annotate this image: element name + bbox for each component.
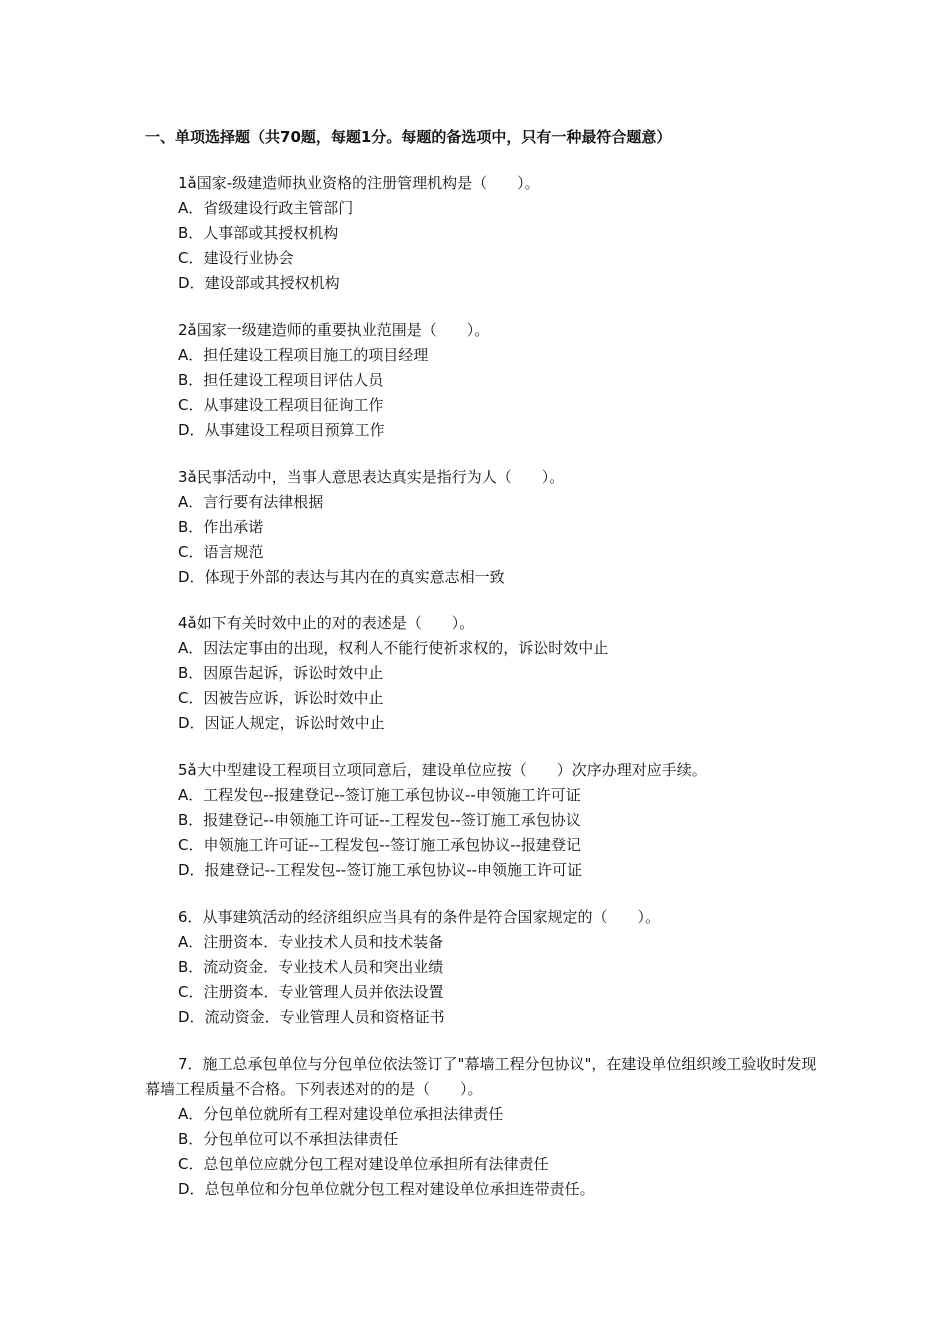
- option-text: 建设部或其授权机构: [204, 274, 340, 292]
- question-number: 2ǎ: [178, 321, 197, 339]
- question-text: 国家一级建造师的重要执业范围是（ ）。: [196, 321, 490, 339]
- option-text: 分包单位就所有工程对建设单位承担法律责任: [203, 1105, 504, 1123]
- option-text: 报建登记--申领施工许可证--工程发包--签订施工承包协议: [203, 811, 581, 829]
- option-letter: C．: [178, 396, 204, 414]
- option-d: [145, 711, 825, 736]
- option-b: [145, 808, 825, 833]
- option-text: 注册资本．专业管理人员并依法设置: [203, 983, 444, 1001]
- option-text: 因被告应诉，诉讼时效中止: [203, 689, 384, 707]
- option-text: 体现于外部的表达与其内在的真实意志相一致: [204, 568, 505, 586]
- option-c: [145, 1152, 825, 1177]
- option-c: [145, 393, 825, 418]
- option-letter: A．: [178, 639, 204, 657]
- option-text: 作出承诺: [203, 518, 264, 536]
- question-text: 国家-级建造师执业资格的注册管理机构是（ ）。: [196, 174, 540, 192]
- question-text: 从事建筑活动的经济组织应当具有的条件是符合国家规定的（ ）。: [202, 908, 661, 926]
- question-6: [145, 905, 825, 1030]
- option-letter: D．: [178, 1008, 205, 1026]
- option-letter: A．: [178, 786, 204, 804]
- option-letter: C．: [178, 689, 204, 707]
- option-letter: C．: [178, 983, 204, 1001]
- option-d: [145, 1005, 825, 1030]
- question-text: 大中型建设工程项目立项同意后，建设单位应按（ ）次序办理对应手续。: [196, 761, 707, 779]
- option-letter: A．: [178, 199, 204, 217]
- option-text: 申领施工许可证--工程发包--签订施工承包协议--报建登记: [203, 836, 581, 854]
- question-1: [145, 171, 825, 296]
- option-letter: C．: [178, 1155, 204, 1173]
- option-a: [145, 636, 825, 661]
- option-letter: A．: [178, 346, 204, 364]
- option-text: 分包单位可以不承担法律责任: [203, 1130, 399, 1148]
- option-a: [145, 490, 825, 515]
- option-text: 工程发包--报建登记--签订施工承包协议--申领施工许可证: [203, 786, 581, 804]
- option-text: 总包单位和分包单位就分包工程对建设单位承担连带责任。: [204, 1180, 595, 1198]
- question-number: 4ǎ: [178, 614, 197, 632]
- option-letter: A．: [178, 933, 204, 951]
- option-text: 建设行业协会: [203, 249, 294, 267]
- option-letter: B．: [178, 811, 204, 829]
- section-title: 一、单项选择题（共70题，每题1分。每题的备选项中，只有一种最符合题意）: [145, 128, 672, 146]
- option-text: 报建登记--工程发包--签订施工承包协议--申领施工许可证: [204, 861, 583, 879]
- option-letter: B．: [178, 664, 204, 682]
- option-text: 言行要有法律根据: [203, 493, 324, 511]
- option-a: [145, 196, 825, 221]
- question-4: [145, 611, 825, 736]
- option-text: 担任建设工程项目评估人员: [203, 371, 384, 389]
- option-b: [145, 515, 825, 540]
- question-number: 1ǎ: [178, 174, 197, 192]
- option-b: [145, 368, 825, 393]
- question-5: [145, 758, 825, 883]
- option-text: 人事部或其授权机构: [203, 224, 339, 242]
- question-stem: [145, 611, 825, 636]
- option-text: 从事建设工程项目预算工作: [204, 421, 385, 439]
- option-b: [145, 1127, 825, 1152]
- option-letter: A．: [178, 1105, 204, 1123]
- question-text: 施工总承包单位与分包单位依法签订了"幕墙工程分包协议"，在建设单位组织竣工验收时发现幕墙工程质量不合格。下列表述对的的是（ ）。: [145, 1055, 817, 1098]
- option-d: [145, 271, 825, 296]
- option-letter: D．: [178, 714, 205, 732]
- option-text: 担任建设工程项目施工的项目经理: [203, 346, 429, 364]
- option-letter: C．: [178, 836, 204, 854]
- option-text: 因证人规定，诉讼时效中止: [204, 714, 385, 732]
- option-letter: C．: [178, 543, 204, 561]
- option-c: [145, 246, 825, 271]
- option-letter: D．: [178, 1180, 205, 1198]
- option-letter: B．: [178, 371, 204, 389]
- option-text: 总包单位应就分包工程对建设单位承担所有法律责任: [203, 1155, 549, 1173]
- option-c: [145, 833, 825, 858]
- question-text: 民事活动中，当事人意思表达真实是指行为人（ ）。: [196, 468, 565, 486]
- option-letter: C．: [178, 249, 204, 267]
- option-c: [145, 980, 825, 1005]
- question-text: 如下有关时效中止的对的表述是（ ）。: [196, 614, 475, 632]
- option-d: [145, 858, 825, 883]
- option-a: [145, 343, 825, 368]
- question-number: 6．: [178, 908, 203, 926]
- option-letter: B．: [178, 1130, 204, 1148]
- option-letter: B．: [178, 518, 204, 536]
- question-stem: [145, 1052, 825, 1102]
- option-b: [145, 661, 825, 686]
- question-number: 7．: [178, 1055, 203, 1073]
- option-text: 流动资金．专业技术人员和突出业绩: [203, 958, 444, 976]
- option-text: 流动资金．专业管理人员和资格证书: [204, 1008, 445, 1026]
- option-letter: D．: [178, 568, 205, 586]
- option-a: [145, 1102, 825, 1127]
- option-d: [145, 565, 825, 590]
- question-7: [145, 1052, 825, 1202]
- option-b: [145, 955, 825, 980]
- option-letter: D．: [178, 274, 205, 292]
- option-text: 注册资本．专业技术人员和技术装备: [203, 933, 444, 951]
- option-c: [145, 686, 825, 711]
- option-d: [145, 1177, 825, 1202]
- option-text: 语言规范: [203, 543, 264, 561]
- option-a: [145, 930, 825, 955]
- option-d: [145, 418, 825, 443]
- option-letter: D．: [178, 421, 205, 439]
- question-stem: [145, 758, 825, 783]
- question-stem: [145, 465, 825, 490]
- question-stem: [145, 905, 825, 930]
- option-text: 省级建设行政主管部门: [203, 199, 354, 217]
- option-c: [145, 540, 825, 565]
- question-3: [145, 465, 825, 590]
- option-letter: A．: [178, 493, 204, 511]
- option-letter: B．: [178, 224, 204, 242]
- option-a: [145, 783, 825, 808]
- question-stem: [145, 318, 825, 343]
- option-letter: B．: [178, 958, 204, 976]
- option-b: [145, 221, 825, 246]
- option-text: 因原告起诉，诉讼时效中止: [203, 664, 384, 682]
- question-stem: [145, 171, 825, 196]
- question-number: 3ǎ: [178, 468, 197, 486]
- option-text: 从事建设工程项目征询工作: [203, 396, 384, 414]
- option-letter: D．: [178, 861, 205, 879]
- option-text: 因法定事由的出现，权利人不能行使祈求权的，诉讼时效中止: [203, 639, 609, 657]
- question-number: 5ǎ: [178, 761, 197, 779]
- question-2: [145, 318, 825, 443]
